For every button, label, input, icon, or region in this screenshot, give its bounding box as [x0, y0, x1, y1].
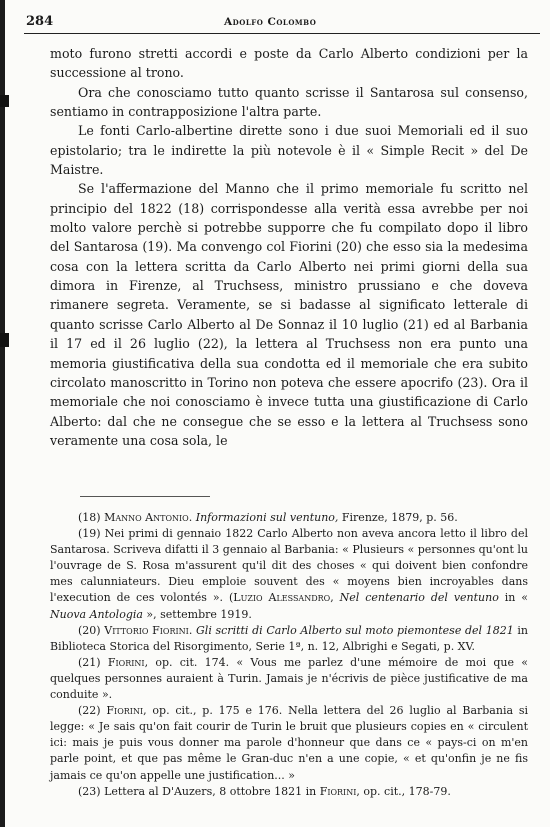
- body-paragraph: Se l'affermazione del Manno che il primo memoriale fu scritto nel principio del 1822 (18) corrispondesse alla verità essa avrebbe per noi molto valore perchè si potrebbe supporre che fu compilato dopo il libro del Santarosa (19). Ma convengo col Fiorini (20) che esso sia la medesima cosa con la lettera scritta da Carlo Alberto nei primi giorni della sua dimora in Firenze, al Truchsess, ministro prussiano e che doveva rimanere segreta. Veramente, se si badasse al significato letterale di quanto scrisse Carlo Alberto al De Sonnaz il 10 luglio (21) ed al Barbania il 17 ed il 26 luglio (22), la lettera al Truchsess non era punto una memoria giustificativa della sua condotta ed il memoriale che era subito circolato manoscritto in Torino non poteva che essere apocrifo (23). Ora il memoriale che noi conosciamo è invece tutta una giustificazione di Carlo Alberto: dal che ne consegue che se esso e la lettera al Truchsess sono veramente una cosa sola, le: [50, 181, 528, 448]
- page-header: [24, 12, 540, 36]
- footnote-21: (21) Fiorini, op. cit. 174. « Vous me parlez d'une mémoire de moi que « quelques personnes auraient à Turin. Jamais je n'écrivis de pièce justificative de ma conduite ».: [50, 655, 528, 702]
- body-text: [50, 44, 528, 450]
- scan-edge-mark: [0, 333, 9, 347]
- footnote-20: (20) Vittorio Fiorini. Gli scritti di Carlo Alberto sul moto piemontese del 1821 in Biblioteca Storica del Risorgimento, Serie 1ª, n. 12, Albrighi e Segati, p. XV.: [50, 623, 529, 653]
- scan-edge-line: [0, 0, 5, 827]
- footnote-18: (18) Manno Antonio. Informazioni sul ventuno, Firenze, 1879, p. 56.: [78, 511, 458, 524]
- footnotes: [50, 510, 528, 800]
- body-paragraph: Le fonti Carlo-albertine dirette sono i due suoi Memoriali ed il suo epistolario; tra le indirette la più notevole è il « Simple Recit » del De Maistre.: [50, 123, 528, 178]
- header-rule: [24, 33, 540, 34]
- footnote-19: (19) Nei primi di gennaio 1822 Carlo Alberto non aveva ancora letto il libro del Santarosa. Scriveva difatti il 3 gennaio al Barbania: « Plusieurs « personnes qu'ont lu l'ouvrage de S. Rosa m'assurent qu'il dit des choses « qui doivent bien confondre mes calunniateurs. Dieu emploie souvent des « moyens bien incroyables dans l'execution de ces volontés ». (Luzio Alessandro, Nel centenario del ventuno in « Nuova Antologia », settembre 1919.: [50, 527, 529, 621]
- footnote-separator: [80, 496, 210, 497]
- footnote-23: (23) Lettera al D'Auzers, 8 ottobre 1821 in Fiorini, op. cit., 178-79.: [78, 784, 451, 798]
- body-paragraph: Ora che conosciamo tutto quanto scrisse il Santarosa sul consenso, sentiamo in contrapposizione l'altra parte.: [50, 84, 528, 120]
- scan-edge-mark: [0, 95, 9, 107]
- running-head: Adolfo Colombo: [224, 16, 317, 28]
- footnote-22: (22) Fiorini, op. cit., p. 175 e 176. Nella lettera del 26 luglio al Barbania si legge: « Je sais qu'on fait courir de Turin le bruit que plusieurs copies en « circulent ici: mais je puis vous donner ma parole d'honneur que dans ce « pays-ci on m'en parle point, et que pas même le Gran-duc n'en a une copie, « et qu'onfin je ne fis jamais ce qu'on appelle une justification... »: [50, 704, 529, 782]
- body-paragraph: moto furono stretti accordi e poste da Carlo Alberto condizioni per la successione al trono.: [50, 46, 528, 81]
- page-number: 284: [26, 14, 54, 29]
